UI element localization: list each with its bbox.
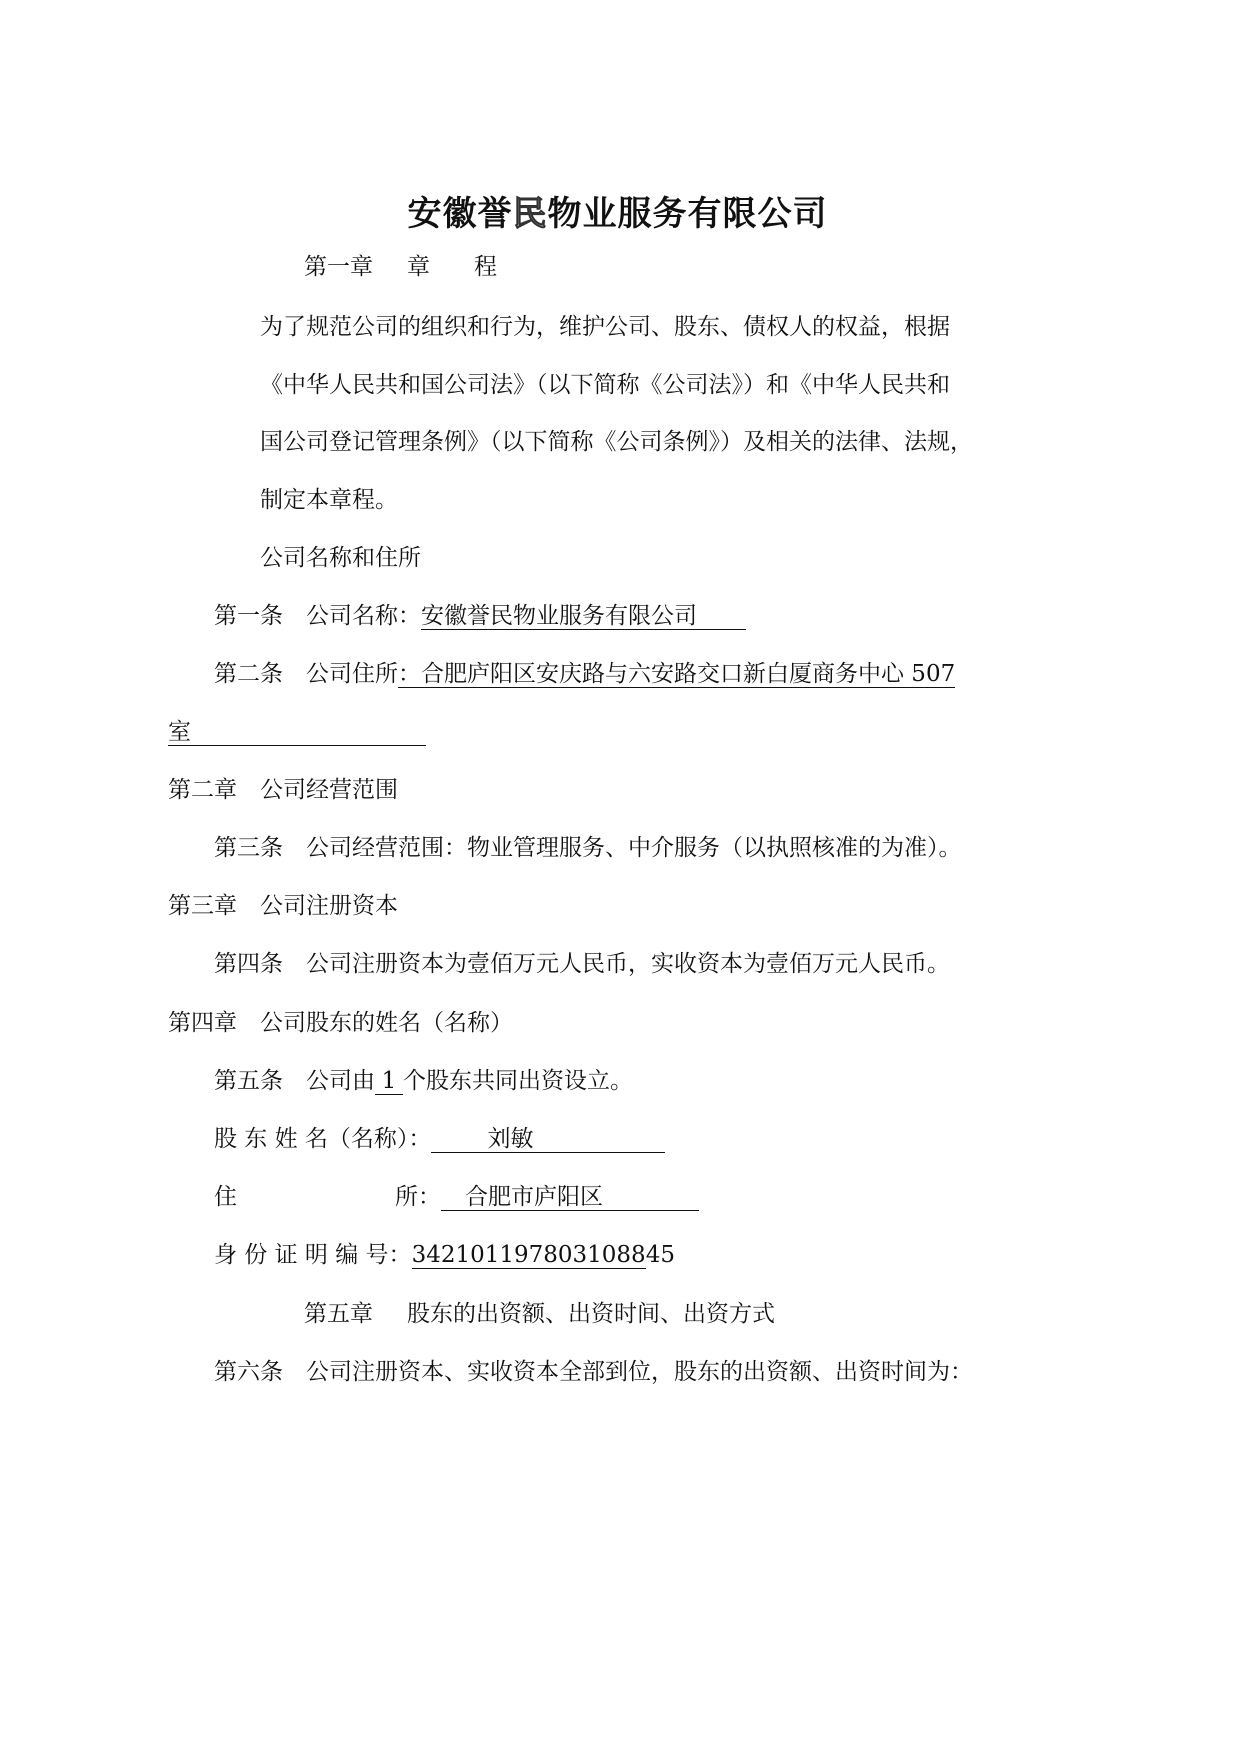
- shareholder-id-field: 342101197803108845: [411, 1242, 675, 1268]
- article-6: 第六条 公司注册资本、实收资本全部到位，股东的出资额、出资时间为：: [214, 1359, 973, 1385]
- article-3: 第三条 公司经营范围：物业管理服务、中介服务（以执照核准的为准）。: [214, 835, 962, 861]
- company-address-field: ：合肥庐阳区安庆路与六安路交口新白厦商务中心 507: [398, 661, 956, 687]
- shareholder-name-field: 刘敏: [431, 1126, 665, 1153]
- intro-line-4: 制定本章程。: [260, 487, 398, 513]
- article-5: 第五条 公司由 1 个股东共同出资设立。: [214, 1068, 633, 1094]
- chapter-5-heading: 第五章 股东的出资额、出资时间、出资方式: [304, 1301, 775, 1327]
- chapter-3-heading: 第三章 公司注册资本: [168, 893, 398, 919]
- shareholder-id-row: 身 份 证 明 编 号：342101197803108845: [214, 1242, 675, 1268]
- intro-line-3: 国公司登记管理条例》（以下简称《公司条例》）及相关的法律、法规，: [260, 429, 973, 455]
- article-1: 第一条 公司名称：安徽誉民物业服务有限公司: [214, 601, 746, 631]
- chapter-4-heading: 第四章 公司股东的姓名（名称）: [168, 1010, 513, 1036]
- intro-line-1: 为了规范公司的组织和行为，维护公司、股东、债权人的权益，根据: [260, 314, 950, 340]
- title-outlined-char: 民: [512, 194, 548, 234]
- chapter-2-heading: 第二章 公司经营范围: [168, 777, 398, 803]
- article-4: 第四条 公司注册资本为壹佰万元人民币，实收资本为壹佰万元人民币。: [214, 951, 950, 977]
- section-name-address: 公司名称和住所: [260, 545, 421, 571]
- chapter-1-heading: 第一章 章 程: [304, 254, 497, 280]
- shareholder-name-row: 股 东 姓 名（名称）： 刘敏: [214, 1124, 665, 1154]
- document-title: 安徽誉民物业服务有限公司: [407, 194, 828, 234]
- shareholder-count-field: 1: [375, 1068, 403, 1095]
- shareholder-address-row: 住 所： 合肥市庐阳区: [214, 1182, 699, 1212]
- article-2: 第二条 公司住所：合肥庐阳区安庆路与六安路交口新白厦商务中心 507: [214, 661, 956, 687]
- shareholder-address-field: 合肥市庐阳区: [441, 1184, 699, 1211]
- company-name-field: 安徽誉民物业服务有限公司: [421, 603, 746, 630]
- article-2-continuation: 室: [168, 717, 426, 747]
- intro-line-2: 《中华人民共和国公司法》（以下简称《公司法》）和《中华人民共和: [260, 372, 950, 398]
